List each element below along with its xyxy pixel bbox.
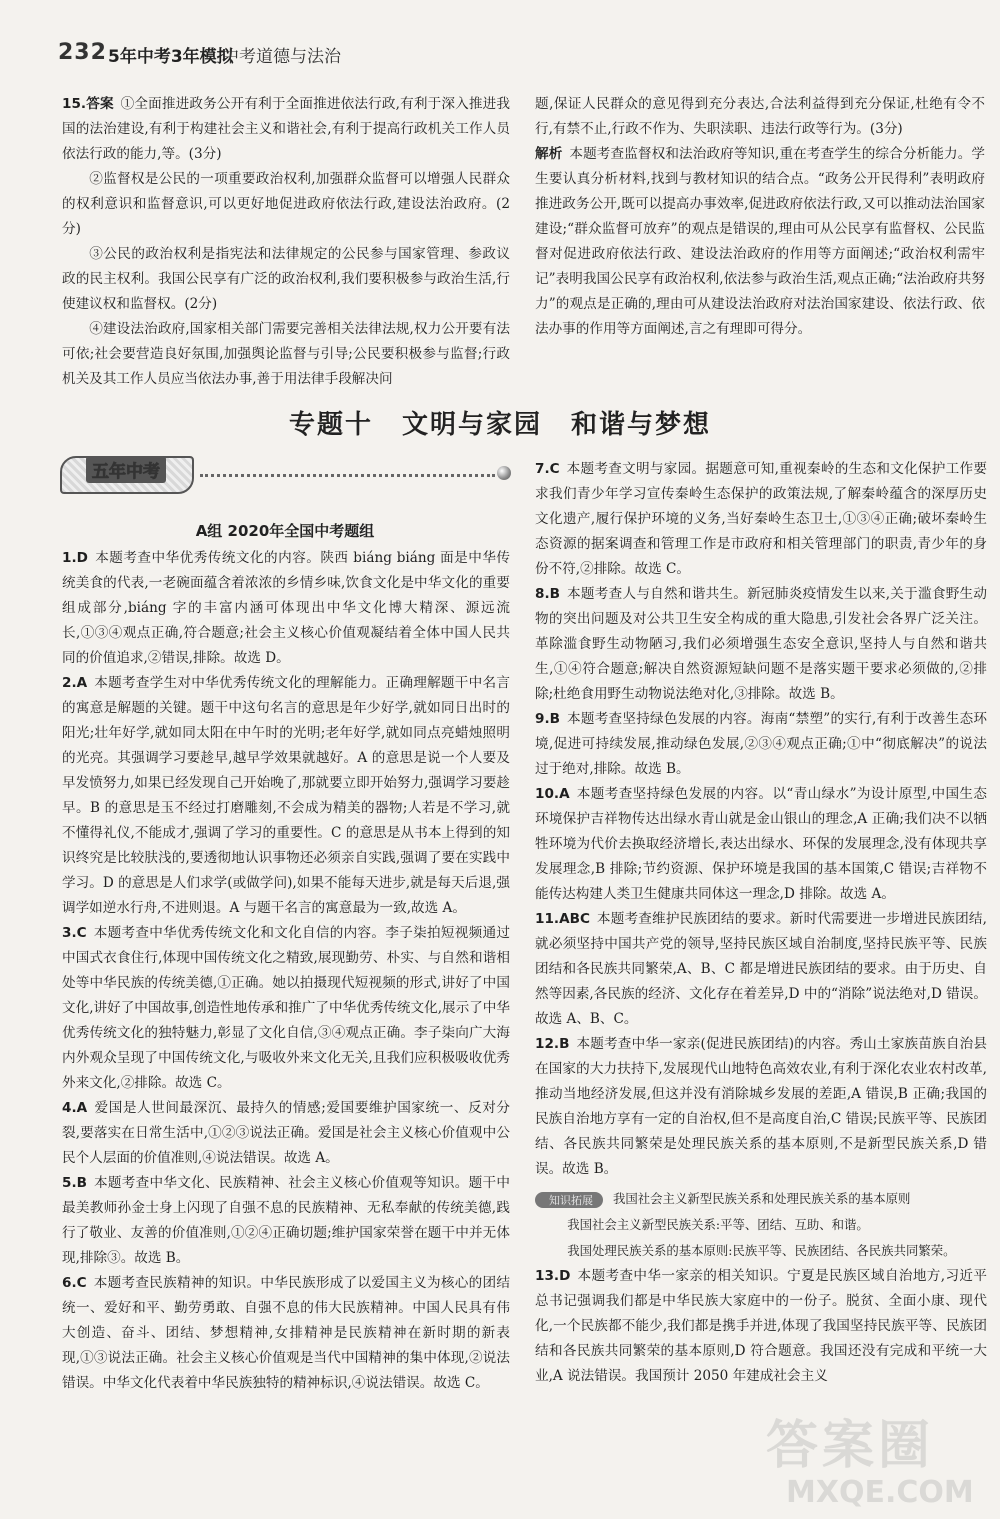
answer-text: 本题考查监督权和法治政府等知识,重在考查学生的综合分析能力。学生要认真分析材料,找到与教材知识的结合点。“政务公开民得利”表明政府推进政务公开,既可以提高办事效率,促进政府依法行政,又可以推动法治国家建设;“群众监督可放弃”的观点是错误的,理由可从公民享有监督权、公民监督对促进政府依法行政、建设法治政府的作用等方面阐述;“政治权利需牢记”表明我国公民享有政治权利,依法参与政治生活,观点正确;“法治政府共努力”的观点是正确的,理由可从建设法治政府对法治国家建设、依法行政、依法办事的作用等方面阐述,言之有理即可得分。 [535, 146, 986, 337]
answer-item [62, 671, 510, 921]
answer-number: 4.A [62, 1100, 88, 1116]
answer-text: 本题考查中华一家亲(促进民族团结)的内容。秀山土家族苗族自治县在国家的大力扶持下,发展现代山地特色高效农业,有利于深化农业农村改革,推动当地经济发展,但这并没有消除城乡发展的差距,A 错误,B 正确;我国的民族自治地方享有一定的自治权,但不是高度自治,C 错误;民族平等、民族团结、各民族共同繁荣是处理民族关系的基本原则,不是新型民族关系,D 错误。故选 B。 [535, 1036, 987, 1177]
answer-item [62, 1096, 510, 1171]
answer-number: 7.C [535, 461, 560, 477]
answer-item [62, 92, 510, 167]
answer-number: 10.A [535, 786, 570, 802]
tip-line: 我国处理民族关系的基本原则:民族平等、民族团结、各民族共同繁荣。 [567, 1243, 956, 1258]
watermark-url: MXQE.COM [786, 1475, 974, 1510]
answer-item [62, 1171, 510, 1271]
answer-text: ①全面推进政务公开有利于全面推进依法行政,有利于深入推进我国的法治建设,有利于构建社会主义和谐社会,有利于提高行政机关工作人员依法行政的能力,等。(3分) [62, 96, 510, 162]
answer-number: 解析 [535, 146, 563, 162]
answer-number: 8.B [535, 586, 560, 602]
answer-number: 12.B [535, 1036, 570, 1052]
watermark-text: 答案圈 [766, 1416, 935, 1476]
tip-label: 知识拓展 [549, 1193, 593, 1207]
tip-label-icon [535, 1192, 603, 1208]
answer-item [535, 1032, 987, 1182]
answers-left-column [62, 546, 510, 1396]
answer-item [62, 317, 510, 392]
badge-label: 五年中考 [86, 456, 166, 483]
top-left-column [62, 92, 510, 392]
answer-number: 3.C [62, 925, 87, 941]
answer-item [535, 707, 987, 782]
answer-number: 13.D [535, 1268, 571, 1284]
answer-text: 本题考查中华优秀传统文化和文化自信的内容。李子柒拍短视频通过中国式衣食住行,体现中国传统文化之精致,展现勤劳、朴实、与自然和谐相处等中华民族的传统美德,①正确。她以拍摄现代短视频的形式,讲好了中国文化,讲好了中国故事,创造性地传承和推广了中华优秀传统文化,展示了中华优秀传统文化的独特魅力,彰显了文化自信,③④观点正确。李子柒向广大海内外观众呈现了中国传统文化,与吸收外来文化无关,且我们应积极吸收优秀外来文化,②排除。故选 C。 [62, 925, 510, 1091]
answer-item [62, 167, 510, 242]
page-number: 232 [58, 40, 107, 65]
answer-item [535, 92, 985, 142]
dotted-divider [200, 474, 495, 477]
answer-text: 本题考查坚持绿色发展的内容。海南“禁塑”的实行,有利于改善生态环境,促进可持续发展,推动绿色发展,②③④观点正确;①中“彻底解决”的说法过于绝对,排除。故选 B。 [535, 711, 987, 777]
answer-item [62, 242, 510, 317]
tip-line: 我国社会主义新型民族关系:平等、团结、互助、和谐。 [567, 1217, 869, 1232]
answer-item [535, 142, 985, 342]
tip-title: 我国社会主义新型民族关系和处理民族关系的基本原则 [613, 1191, 911, 1206]
top-right-column [535, 92, 985, 342]
group-title: A组 2020年全国中考题组 [195, 522, 375, 540]
page-header [0, 0, 1000, 80]
answers-right-list-2 [535, 1264, 987, 1389]
answer-text: 本题考查维护民族团结的要求。新时代需要进一步增进民族团结,就必须坚持中国共产党的领导,坚持民族区域自治制度,坚持民族平等、民族团结和各民族共同繁荣,A、B、C 都是增进民族团结的要求。由于历史、自然等因素,各民族的经济、文化存在着差异,D 中的“消除”说法绝对,D 错误。故选 A、B、C。 [535, 911, 987, 1027]
answer-item [62, 921, 510, 1096]
answer-text: ④建设法治政府,国家相关部门需要完善相关法律法规,权力公开要有法可依;社会要营造良好氛围,加强舆论监督与引导;公民要积极参与监督;行政机关及其工作人员应当依法办事,善于用法律手段解决问 [62, 321, 510, 387]
subject-title: 中考道德与法治 [222, 47, 341, 67]
answer-number: 5.B [62, 1175, 87, 1191]
answer-text: 本题考查坚持绿色发展的内容。以“青山绿水”为设计原型,中国生态环境保护吉祥物传达出绿水青山就是金山银山的理念,A 正确;我们决不以牺牲环境为代价去换取经济增长,表达出绿水、环保的发展理念,没有体现共享发展理念,B 排除;节约资源、保护环境是我国的基本国策,C 错误;吉祥物不能传达构建人类卫生健康共同体这一理念,D 排除。故选 A。 [535, 786, 987, 902]
section-badge [60, 452, 510, 492]
answer-item [535, 582, 987, 707]
answer-number: 6.C [62, 1275, 87, 1291]
tip-box [535, 1186, 987, 1264]
answer-text: ②监督权是公民的一项重要政治权利,加强群众监督可以增强人民群众的权利意识和监督意识,可以更好地促进政府依法行政,建设法治政府。(2分) [62, 171, 510, 237]
answer-number: 11.ABC [535, 911, 590, 927]
ball-icon [497, 466, 511, 480]
chapter-title: 专题十 文明与家园 和谐与梦想 [288, 410, 712, 440]
answer-text: 本题考查文明与家园。据题意可知,重视秦岭的生态和文化保护工作要求我们青少年学习宣传秦岭生态保护的政策法规,了解秦岭蕴含的深厚历史文化遗产,履行保护环境的义务,当好秦岭生态卫士,①③④正确;破坏秦岭生态资源的据案调查和管理工作是市政府和相关管理部门的职责,青少年的身份不符,②排除。故选 C。 [535, 461, 987, 577]
answers-right-list [535, 457, 987, 1182]
answer-item [62, 546, 510, 671]
answer-item [535, 457, 987, 582]
answer-number: 1.D [62, 550, 88, 566]
answer-item [535, 782, 987, 907]
answer-text: 本题考查人与自然和谐共生。新冠肺炎疫情发生以来,关于滥食野生动物的突出问题及对公共卫生安全构成的重大隐患,引发社会各界广泛关注。革除滥食野生动物陋习,我们必须增强生态安全意识,坚持人与自然和谐共生,①④符合题意;解决自然资源短缺问题不是落实题干要求必须做的,②排除;杜绝食用野生动物说法绝对化,③排除。故选 B。 [535, 586, 987, 702]
answer-text: 本题考查中华文化、民族精神、社会主义核心价值观等知识。题干中最美教师孙金士身上闪现了自强不息的民族精神、无私奉献的传统美德,践行了敬业、友善的价值准则,①②④正确切题;维护国家荣誉在题干中并无体现,排除③。故选 B。 [62, 1175, 510, 1266]
answer-item [62, 1271, 510, 1396]
answer-number: 15.答案 [62, 96, 114, 112]
answer-text: 爱国是人世间最深沉、最持久的情感;爱国要维护国家统一、反对分裂,要落实在日常生活中,①②③说法正确。爱国是社会主义核心价值观中公民个人层面的价值准则,④说法错误。故选 A。 [62, 1100, 510, 1166]
answer-text: 本题考查学生对中华优秀传统文化的理解能力。正确理解题干中名言的寓意是解题的关键。题干中这句名言的意思是年少好学,就如同日出时的阳光;壮年好学,就如同太阳在中午时的光明;老年好学,就如同点亮蜡烛照明的光亮。其强调学习要趁早,越早学效果就越好。A 的意思是说一个人要及早发愤努力,如果已经发现自己开始晚了,那就要立即开始努力,强调学习要趁早。B 的意思是玉不经过打磨雕刻,不会成为精美的器物;人若是不学习,就不懂得礼仪,不能成才,强调了学习的重要性。C 的意思是从书本上得到的知识终究是比较肤浅的,要透彻地认识事物还必须亲自实践,强调了要在实践中学习。D 的意思是人们求学(或做学问),如果不能每天进步,就是每天后退,强调学如逆水行舟,不进则退。A 与题干名言的寓意最为一致,故选 A。 [62, 675, 510, 916]
answers-right-column [535, 457, 987, 1389]
answer-text: 本题考查民族精神的知识。中华民族形成了以爱国主义为核心的团结统一、爱好和平、勤劳勇敢、自强不息的伟大民族精神。中国人民具有伟大创造、奋斗、团结、梦想精神,女排精神是民族精神在新时期的新表现,①③说法正确。社会主义核心价值观是当代中国精神的集中体现,②说法错误。中华文化代表着中华民族独特的精神标识,④说法错误。故选 C。 [62, 1275, 510, 1391]
answer-text: 题,保证人民群众的意见得到充分表达,合法利益得到充分保证,杜绝有令不行,有禁不止,行政不作为、失职渎职、违法行政等行为。(3分) [535, 96, 985, 137]
answer-text: ③公民的政治权利是指宪法和法律规定的公民参与国家管理、参政议政的民主权利。我国公民享有广泛的政治权利,我们要积极参与政治生活,行使建议权和监督权。(2分) [62, 246, 510, 312]
answer-text: 本题考查中华一家亲的相关知识。宁夏是民族区域自治地方,习近平总书记强调我们都是中华民族大家庭中的一份子。脱贫、全面小康、现代化,一个民族都不能少,我们都是携手并进,体现了我国坚持民族平等、民族团结和各民族共同繁荣的基本原则,D 符合题意。我国还没有完成和平统一大业,A 说法错误。我国预计 2050 年建成社会主义 [535, 1268, 987, 1384]
answer-item [535, 1264, 987, 1389]
answer-text: 本题考查中华优秀传统文化的内容。陕西 biáng biáng 面是中华传统美食的代表,一老碗面蕴含着浓浓的乡情乡味,饮食文化是中华文化的重要组成部分,biáng 字的丰富内涵可体现出中华文化博大精深、源远流长,①③④观点正确,符合题意;社会主义核心价值观凝结着全体中国人民共同的价值追求,②错误,排除。故选 D。 [62, 550, 510, 666]
watermark [746, 1397, 986, 1517]
answer-number: 9.B [535, 711, 560, 727]
answer-item [535, 907, 987, 1032]
answer-number: 2.A [62, 675, 88, 691]
series-title: 5年中考3年模拟 [108, 47, 234, 67]
